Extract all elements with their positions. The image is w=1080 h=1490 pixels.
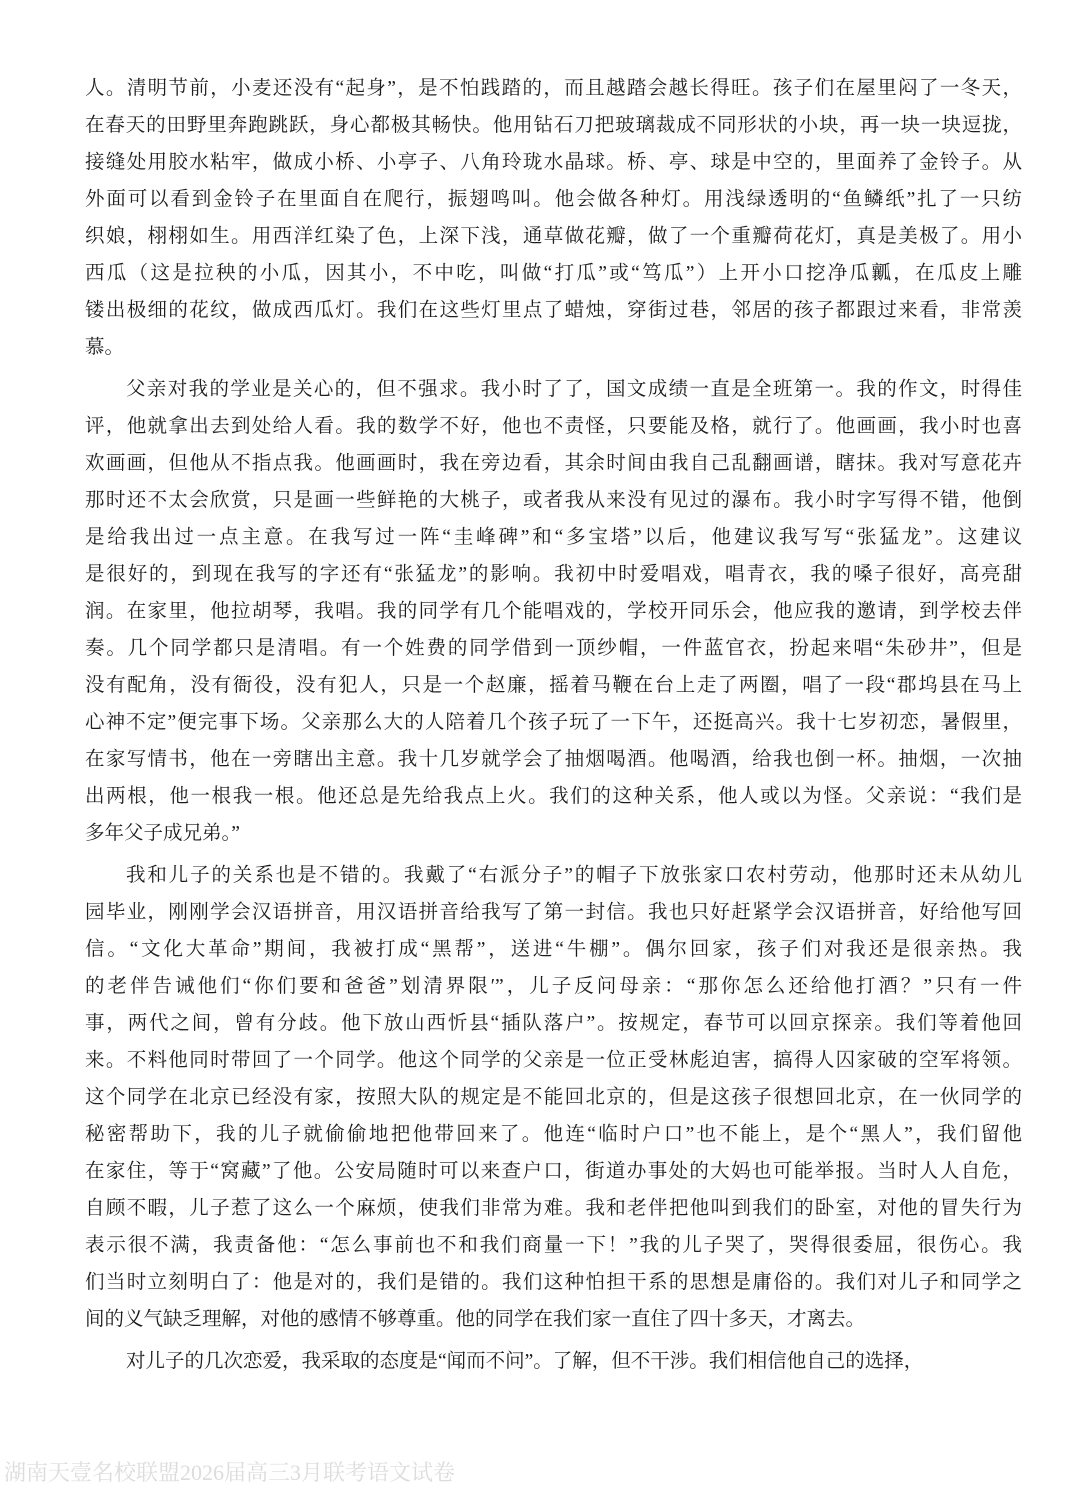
text-line: 出两根，他一根我一根。他还总是先给我点上火。我们的这种关系，他人或以为怪。父亲说：“我们是 [85,786,1022,807]
text-line: 们当时立刻明白了：他是对的，我们是错的。我们这种怕担干系的思想是庸俗的。我们对儿子和同学之 [85,1272,1022,1293]
paragraph [85,857,1022,1338]
text-line: 的老伴告诫他们“你们要和爸爸”划清界限′”，儿子反问母亲：“那你怎么还给他打酒？”只有一件 [85,976,1022,997]
text-line: 接缝处用胶水粘牢，做成小桥、小亭子、八角玲珑水晶球。桥、亭、球是中空的，里面养了金铃子。从 [85,152,1022,173]
text-line: 秘密帮助下，我的儿子就偷偷地把他带回来了。他连“临时户口”也不能上，是个“黑人”，我们留他 [85,1124,1022,1145]
text-line: 在春天的田野里奔跑跳跃，身心都极其畅快。他用钻石刀把玻璃裁成不同形状的小块，再一块一块逗拢， [85,115,1022,136]
text-line: 奏。几个同学都只是清唱。有一个姓费的同学借到一顶纱帽，一件蓝官衣，扮起来唱“朱砂井”，但是 [85,638,1022,659]
paragraph [85,70,1022,366]
text-line: 来。不料他同时带回了一个同学。他这个同学的父亲是一位正受林彪迫害，搞得人囚家破的空军将领。 [85,1050,1022,1071]
footer-watermark: 湖南天壹名校联盟2026届高三3月联考语文试卷 [4,1460,456,1485]
text-line: 对儿子的几次恋爱，我采取的态度是“闻而不问”。了解，但不干涉。我们相信他自己的选择， [126,1351,924,1372]
text-line: 信。“文化大革命”期间，我被打成“黑帮”，送进“牛棚”。偶尔回家，孩子们对我还是很亲热。我 [85,939,1022,960]
text-line: 在家写情书，他在一旁瞎出主意。我十几岁就学会了抽烟喝酒。他喝酒，给我也倒一杯。抽烟，一次抽 [85,749,1022,770]
text-line: 评，他就拿出去到处给人看。我的数学不好，他也不责怪，只要能及格，就行了。他画画，我小时也喜 [85,416,1022,437]
text-line: 间的义气缺乏理解，对他的感情不够尊重。他的同学在我们家一直住了四十多天，才离去。 [85,1309,866,1330]
text-line: 是给我出过一点主意。在我写过一阵“圭峰碑”和“多宝塔”以后，他建议我写写“张猛龙”。这建议 [85,527,1022,548]
text-line: 润。在家里，他拉胡琴，我唱。我的同学有几个能唱戏的，学校开同乐会，他应我的邀请，到学校去伴 [85,601,1022,622]
text-line: 人。清明节前，小麦还没有“起身”，是不怕践踏的，而且越踏会越长得旺。孩子们在屋里闷了一冬天， [85,78,1022,99]
text-line: 我和儿子的关系也是不错的。我戴了“右派分子”的帽子下放张家口农村劳动，他那时还未从幼儿 [126,865,1022,886]
text-line: 没有配角，没有衙役，没有犯人，只是一个赵廉，摇着马鞭在台上走了两圈，唱了一段“郡坞县在马上 [85,675,1022,696]
text-line: 园毕业，刚刚学会汉语拼音，用汉语拼音给我写了第一封信。我也只好赶紧学会汉语拼音，好给他写回 [85,902,1022,923]
text-line: 在家住，等于“窝藏”了他。公安局随时可以来查户口，街道办事处的大妈也可能举报。当时人人自危， [85,1161,1022,1182]
text-line: 自顾不暇，儿子惹了这么一个麻烦，使我们非常为难。我和老伴把他叫到我们的卧室，对他的冒失行为 [85,1198,1022,1219]
text-line: 慕。 [85,337,125,358]
text-line: 织娘，栩栩如生。用西洋红染了色，上深下浅，通草做花瓣，做了一个重瓣荷花灯，真是美极了。用小 [85,226,1022,247]
text-line: 这个同学在北京已经没有家，按照大队的规定是不能回北京的，但是这孩子很想回北京，在一伙同学的 [85,1087,1022,1108]
document-text-body [85,70,1022,1380]
text-line: 外面可以看到金铃子在里面自在爬行，振翅鸣叫。他会做各种灯。用浅绿透明的“鱼鳞纸”扎了一只纺 [85,189,1022,210]
text-line: 事，两代之间，曾有分歧。他下放山西忻县“插队落户”。按规定，春节可以回京探亲。我们等着他回 [85,1013,1022,1034]
text-line: 镂出极细的花纹，做成西瓜灯。我们在这些灯里点了蜡烛，穿街过巷，邻居的孩子都跟过来看，非常羡 [85,300,1022,321]
text-line: 多年父子成兄弟。” [85,823,240,844]
paragraph [85,1343,1022,1380]
paragraph [85,371,1022,852]
text-line: 表示很不满，我责备他：“怎么事前也不和我们商量一下！”我的儿子哭了，哭得很委屈，很伤心。我 [85,1235,1022,1256]
text-line: 那时还不太会欣赏，只是画一些鲜艳的大桃子，或者我从来没有见过的瀑布。我小时字写得不错，他倒 [85,490,1022,511]
text-line: 欢画画，但他从不指点我。他画画时，我在旁边看，其余时间由我自己乱翻画谱，瞎抹。我对写意花卉 [85,453,1022,474]
text-line: 父亲对我的学业是关心的，但不强求。我小时了了，国文成绩一直是全班第一。我的作文，时得佳 [126,379,1022,400]
text-line: 心神不定”便完事下场。父亲那么大的人陪着几个孩子玩了一下午，还挺高兴。我十七岁初恋，暑假里， [85,712,1022,733]
text-line: 是很好的，到现在我写的字还有“张猛龙”的影响。我初中时爱唱戏，唱青衣，我的嗓子很好，高亮甜 [85,564,1022,585]
text-line: 西瓜（这是拉秧的小瓜，因其小，不中吃，叫做“打瓜”或“笃瓜”）上开小口挖净瓜瓤，在瓜皮上雕 [85,263,1022,284]
